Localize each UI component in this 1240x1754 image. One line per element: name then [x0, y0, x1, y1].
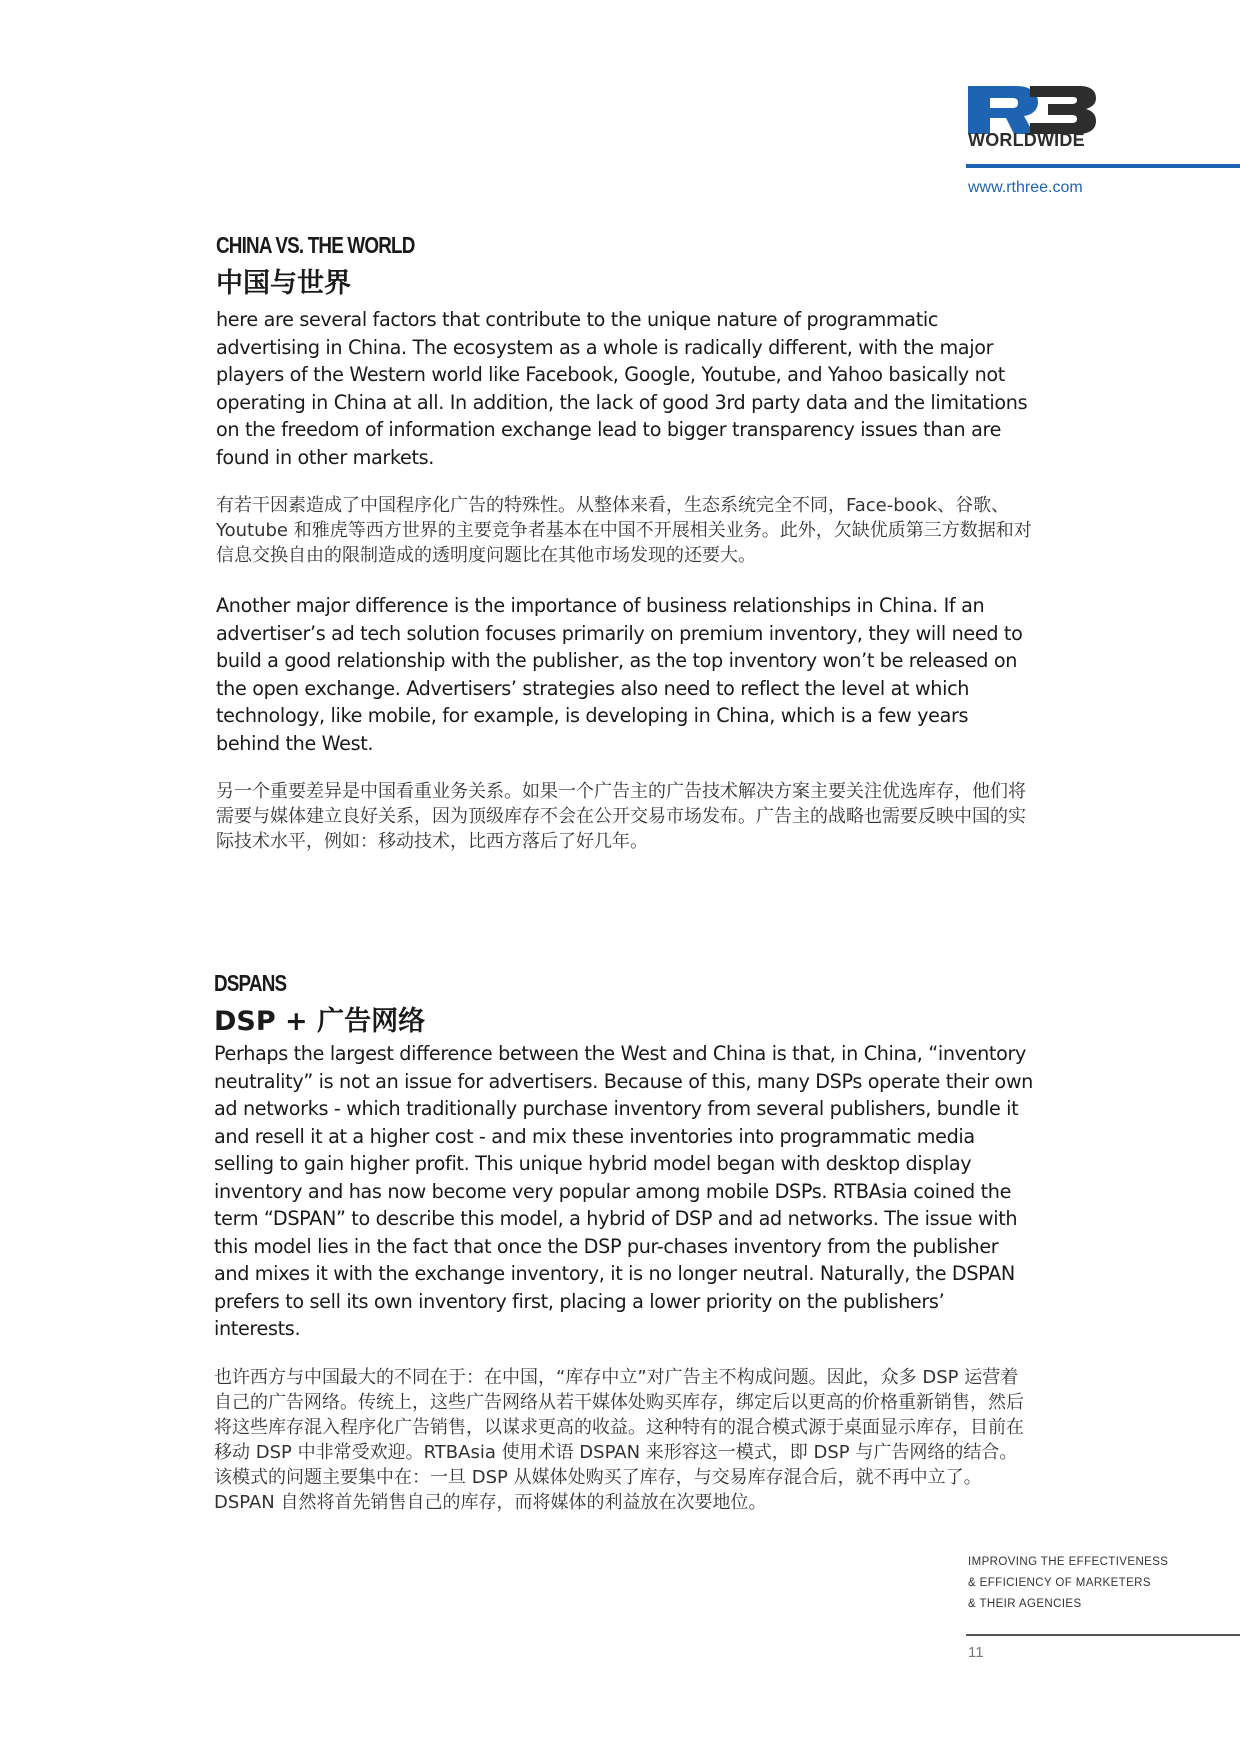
- footer-tagline: [968, 1552, 1168, 1615]
- section-heading-en: DSPANS: [214, 970, 287, 996]
- footer-rule: [966, 1634, 1240, 1636]
- paragraph-en: Perhaps the largest difference between the West and China is that, in China, “inventory neutrality” is not an issue for advertisers. Because of this, many DSPs operate their own ad networks - which traditionally purchase inventory from several publishers, bundle it and resell it at a higher cost - and mix these inventories into programmatic media selling to gain higher profit. This unique hybrid model began with desktop display inventory and has now become very popular among mobile DSPs. RTBAsia coined the term “DSPAN” to describe this model, a hybrid of DSP and ad networks. The issue with this model lies in the fact that once the DSP pur-chases inventory from the publisher and mixes it with the exchange inventory, it is no longer neutral. Naturally, the DSPAN prefers to sell its own inventory first, placing a lower priority on the publishers’ interests.: [214, 1042, 1033, 1340]
- paragraph-en: here are several factors that contribute to the unique nature of programmatic advertising in China. The ecosystem as a whole is radically different, with the major players of the Western world like Facebook, Google, Youtube, and Yahoo basically not operating in China at all. In addition, the lack of good 3rd party data and the limitations on the freedom of information exchange lead to bigger transparency issues than are found in other markets.: [216, 308, 1028, 469]
- section-heading-en: CHINA VS. THE WORLD: [216, 232, 415, 258]
- section-heading-cn: DSP + 广告网络: [214, 1006, 426, 1037]
- paragraph-cn: 有若干因素造成了中国程序化广告的特殊性。从整体来看，生态系统完全不同，Face-book、谷歌、Youtube 和雅虎等西方世界的主要竞争者基本在中国不开展相关业务。此外，欠缺优质第三方数据和对信息交换自由的限制造成的透明度问题比在其他市场发现的还要大。: [216, 495, 1032, 566]
- footer-tagline-line: & THEIR AGENCIES: [968, 1598, 1082, 1610]
- page-number: 11: [968, 1644, 984, 1661]
- header-rule: [966, 164, 1240, 168]
- paragraph-cn: 另一个重要差异是中国看重业务关系。如果一个广告主的广告技术解决方案主要关注优选库存，他们将需要与媒体建立良好关系，因为顶级库存不会在公开交易市场发布。广告主的战略也需要反映中国的实际技术水平，例如：移动技术，比西方落后了好几年。: [216, 781, 1026, 852]
- logo-subtitle: WORLDWIDE: [968, 130, 1085, 150]
- paragraph-cn: 也许西方与中国最大的不同在于：在中国，“库存中立”对广告主不构成问题。因此，众多 DSP 运营着自己的广告网络。传统上，这些广告网络从若干媒体处购买库存，绑定后以更高的价格重新销售，然后将这些库存混入程序化广告销售，以谋求更高的收益。这种特有的混合模式源于桌面显示库存，目前在移动 DSP 中非常受欢迎。RTBAsia 使用术语 DSPAN 来形容这一模式，即 DSP 与广告网络的结合。该模式的问题主要集中在：一旦 DSP 从媒体处购买了库存，与交易库存混合后，就不再中立了。DSPAN 自然将首先销售自己的库存，而将媒体的利益放在次要地位。: [214, 1366, 1024, 1513]
- section-heading-cn: 中国与世界: [216, 268, 351, 299]
- footer-tagline-line: & EFFICIENCY OF MARKETERS: [968, 1577, 1151, 1589]
- website-link[interactable]: www.rthree.com: [968, 179, 1083, 196]
- section-china-vs-world: [216, 232, 1036, 854]
- footer-tagline-line: IMPROVING THE EFFECTIVENESS: [968, 1556, 1169, 1568]
- paragraph-en: Another major difference is the importance of business relationships in China. If an advertiser’s ad tech solution focuses primarily on premium inventory, they will need to build a good relationship with the publisher, as the top inventory won’t be released on the open exchange. Advertisers’ strategies also need to reflect the level at which technology, like mobile, for example, is developing in China, which is a few years behind the West.: [216, 594, 1023, 755]
- section-dspans: [214, 970, 1034, 1515]
